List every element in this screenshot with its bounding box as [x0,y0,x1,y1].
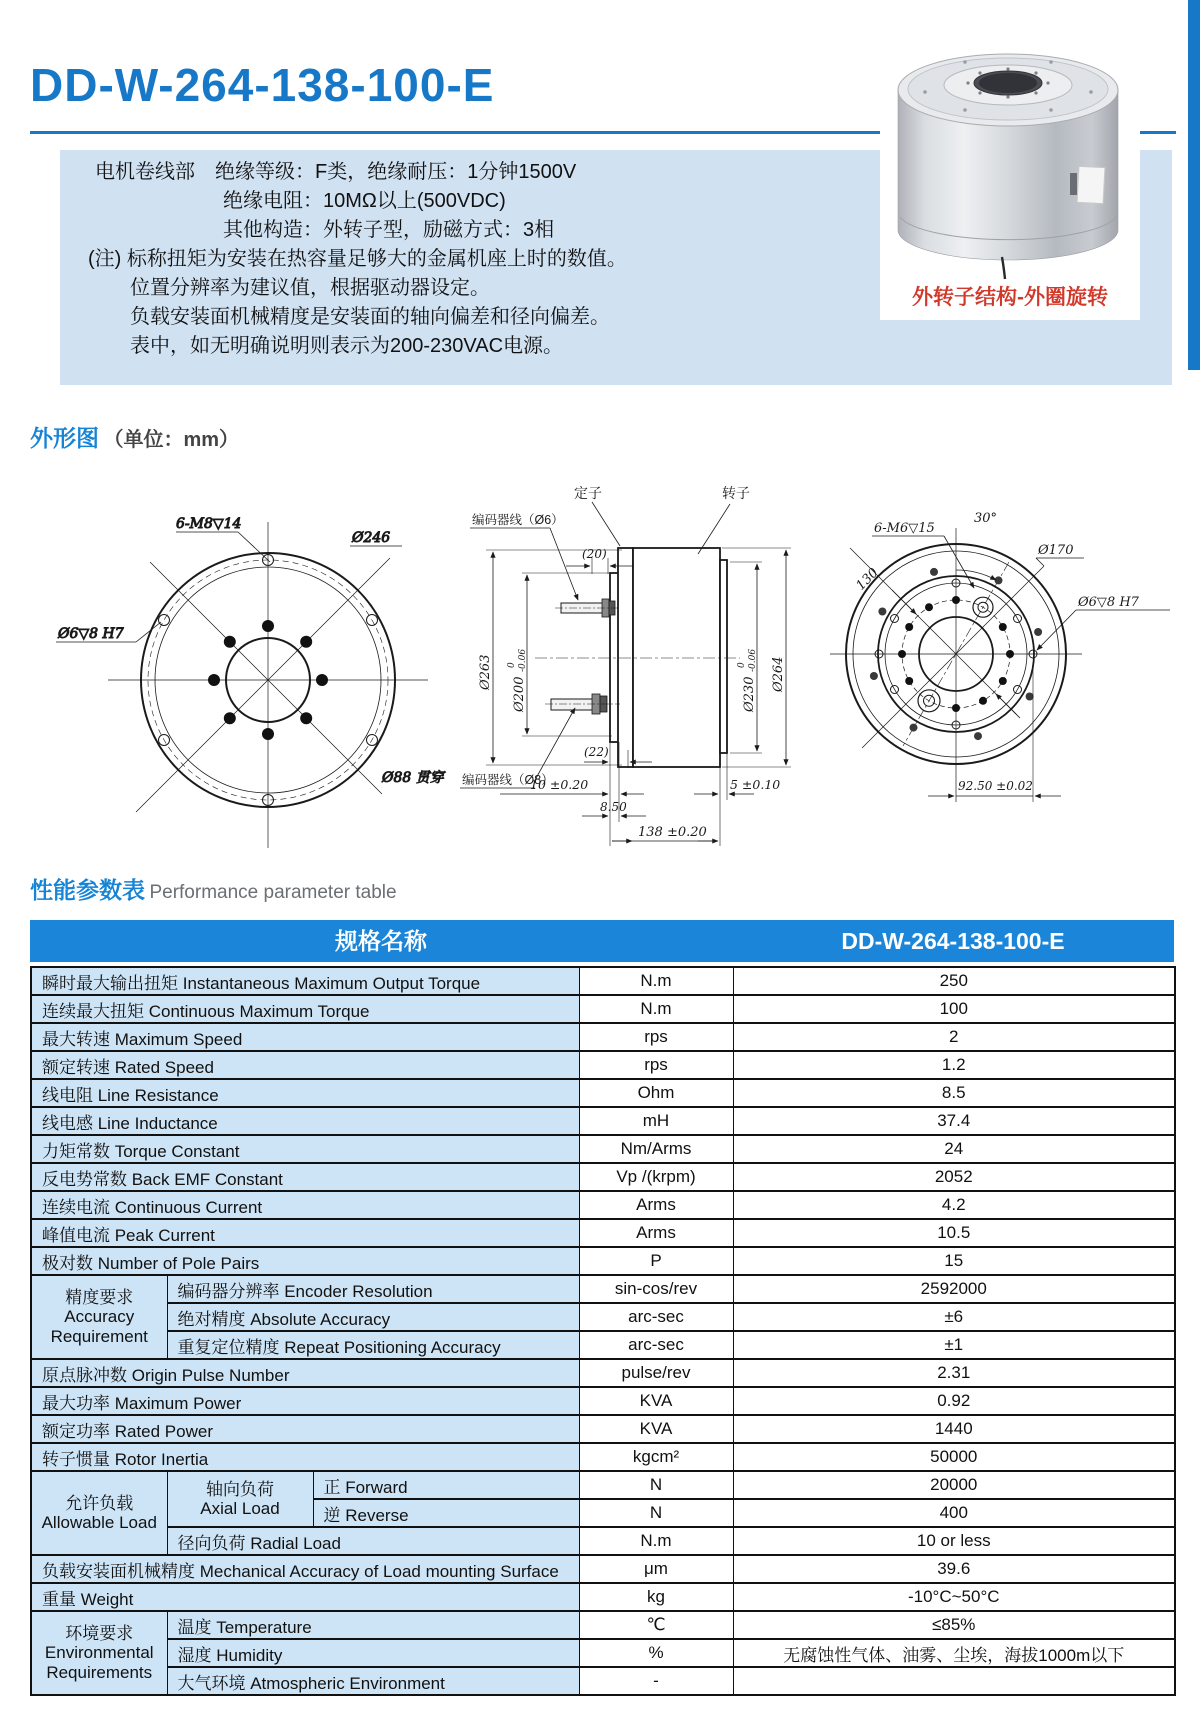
param-unit: KVA [579,1415,733,1443]
param-name: 最大功率 Maximum Power [31,1387,579,1415]
param-name: 温度 Temperature [167,1611,579,1639]
note-line: 位置分辨率为建议值，根据驱动器设定。 [130,277,490,299]
param-unit: Vp /(krpm) [579,1163,733,1191]
param-value: 50000 [733,1443,1175,1471]
performance-table [30,966,1176,1696]
param-value: 400 [733,1499,1175,1527]
param-name: 线电阻 Line Resistance [31,1079,579,1107]
param-value: 24 [733,1135,1175,1163]
table-header-model: DD-W-264-138-100-E [841,928,1065,954]
table-row [31,1387,1175,1415]
group-label-en: Accuracy [64,1307,135,1327]
param-name: 极对数 Number of Pole Pairs [31,1247,579,1275]
param-value: 2 [733,1023,1175,1051]
table-row [31,967,1175,995]
table-row [31,1471,1175,1499]
param-name: 连续最大扭矩 Continuous Maximum Torque [31,995,579,1023]
param-name: 力矩常数 Torque Constant [31,1135,579,1163]
outline-drawings [30,450,1180,870]
param-name: 峰值电流 Peak Current [31,1219,579,1247]
group-accuracy [31,1275,167,1359]
table-row [31,1527,1175,1555]
table-row [31,1051,1175,1079]
param-unit: KVA [579,1387,733,1415]
group-label-zh: 轴向负荷 [206,1479,274,1499]
param-value: ≤85% [733,1611,1175,1639]
table-row [31,1303,1175,1331]
param-value: 37.4 [733,1107,1175,1135]
group-axial-load [167,1471,313,1527]
param-unit: arc-sec [579,1303,733,1331]
rear-view [830,511,1170,802]
table-row [31,1555,1175,1583]
photo-caption: 外转子结构-外圈旋转 [912,286,1108,309]
param-value: 2.31 [733,1359,1175,1387]
table-title-en: Performance parameter table [149,882,397,903]
table-title-zh: 性能参数表 [30,877,145,903]
front-pin-label: Ø6▽8 H7 [58,626,124,642]
note-line: 电机卷线部 绝缘等级：F类，绝缘耐压：1分钟1500V [95,161,577,183]
param-unit: kgcm² [579,1443,733,1471]
table-row [31,1275,1175,1303]
front-bolt-label: 6-M8▽14 [176,516,242,532]
side-enc-top-label: 编码器线（Ø6） [472,513,564,527]
param-unit: Ohm [579,1079,733,1107]
rear-dim130-label: 130 [853,565,882,594]
param-name: 原点脉冲数 Origin Pulse Number [31,1359,579,1387]
note-line: 表中，如无明确说明则表示为200-230VAC电源。 [130,335,564,357]
side-dim20-label: (20) [582,547,607,561]
param-value: 20000 [733,1471,1175,1499]
side-d200-label: Ø200 [512,676,527,712]
param-unit: mH [579,1107,733,1135]
param-name: 重量 Weight [31,1583,579,1611]
group-label-zh: 精度要求 [65,1288,134,1308]
param-unit: N.m [579,967,733,995]
note-line: 其他构造：外转子型，励磁方式：3相 [223,219,555,241]
param-value: 8.5 [733,1079,1175,1107]
param-unit: μm [579,1555,733,1583]
group-label-en: Allowable Load [41,1513,157,1532]
table-row [31,1667,1175,1695]
side-d200-tol-top: 0 [507,662,517,668]
side-dim10-label: 10 ±0.20 [530,777,589,792]
param-value: 0.92 [733,1387,1175,1415]
rear-dim925-label: 92.50 ±0.02 [958,779,1033,793]
param-name: 重复定位精度 Repeat Positioning Accuracy [167,1331,579,1359]
side-view [460,485,791,846]
param-value: ±1 [733,1331,1175,1359]
param-value: 2592000 [733,1275,1175,1303]
group-label-en: Requirement [50,1326,148,1346]
param-unit: Nm/Arms [579,1135,733,1163]
param-name: 正 Forward [313,1471,579,1499]
side-dim5-label: 5 ±0.10 [730,777,781,792]
table-header-left: 规格名称 [335,928,427,954]
rear-angle-label: 30° [974,511,998,526]
rear-bolt-label: 6-M6▽15 [874,521,935,536]
param-name: 反电势常数 Back EMF Constant [31,1163,579,1191]
table-row [31,1191,1175,1219]
side-dim850-label: 8.50 [600,800,627,814]
page-edge-strip [1188,0,1200,370]
param-unit: N.m [579,995,733,1023]
param-unit: - [579,1667,733,1695]
param-name: 连续电流 Continuous Current [31,1191,579,1219]
table-row [31,1639,1175,1667]
table-row [31,1583,1175,1611]
param-unit: ℃ [579,1611,733,1639]
param-unit: pulse/rev [579,1359,733,1387]
side-dim22-label: (22) [584,745,609,759]
table-section-heading [30,872,397,905]
note-line: (注) 标称扭矩为安装在热容量足够大的金属机座上时的数值。 [88,248,627,270]
param-value: 1.2 [733,1051,1175,1079]
param-name: 大气环境 Atmospheric Environment [167,1667,579,1695]
side-d200-tol-bot: -0.06 [518,648,528,672]
param-name: 额定转速 Rated Speed [31,1051,579,1079]
group-label-en: Environmental [44,1643,154,1663]
param-value: 15 [733,1247,1175,1275]
table-row [31,1443,1175,1471]
param-unit: Arms [579,1219,733,1247]
group-label-en: Requirements [46,1662,153,1682]
param-value: 2052 [733,1163,1175,1191]
motor-image [880,5,1140,320]
param-value: 10.5 [733,1219,1175,1247]
outline-title: 外形图 [30,425,99,451]
param-value: 100 [733,995,1175,1023]
side-d230-tol-top: 0 [737,662,747,668]
front-center-dia-label: Ø88 贯穿 [382,770,444,786]
table-row [31,1611,1175,1639]
param-unit: arc-sec [579,1331,733,1359]
param-value: 39.6 [733,1555,1175,1583]
param-name: 线电感 Line Inductance [31,1107,579,1135]
group-environment [31,1611,167,1695]
table-row [31,1107,1175,1135]
param-name: 绝对精度 Absolute Accuracy [167,1303,579,1331]
note-line: 负载安装面机械精度是安装面的轴向偏差和径向偏差。 [130,306,610,328]
param-unit: N [579,1471,733,1499]
table-row [31,1135,1175,1163]
side-d263-label: Ø263 [478,654,493,690]
table-row [31,1079,1175,1107]
param-name: 径向负荷 Radial Load [167,1527,579,1555]
param-unit: N.m [579,1527,733,1555]
param-unit: % [579,1639,733,1667]
param-unit: N [579,1499,733,1527]
group-label-zh: 环境要求 [65,1624,134,1644]
param-name: 湿度 Humidity [167,1639,579,1667]
page-title: DD-W-264-138-100-E [30,59,495,111]
outline-section-heading [30,420,239,453]
side-enc-bottom-label: 编码器线（Ø8） [462,773,554,787]
front-outer-dia-label: Ø246 [352,530,391,546]
table-row [31,995,1175,1023]
param-name: 编码器分辨率 Encoder Resolution [167,1275,579,1303]
param-value: 10 or less [733,1527,1175,1555]
param-value: 4.2 [733,1191,1175,1219]
group-label-en: Axial Load [200,1499,280,1518]
param-name: 瞬时最大输出扭矩 Instantaneous Maximum Output Torque [31,967,579,995]
side-rotor-label: 转子 [722,485,750,501]
param-value: 1440 [733,1415,1175,1443]
param-unit: P [579,1247,733,1275]
rear-d170-label: Ø170 [1038,543,1074,558]
param-name: 额定功率 Rated Power [31,1415,579,1443]
param-value: ±6 [733,1303,1175,1331]
rear-pin-label: Ø6▽8 H7 [1078,595,1139,610]
group-label-zh: 允许负载 [65,1493,134,1513]
side-d264-label: Ø264 [771,656,786,692]
param-unit: rps [579,1023,733,1051]
param-name: 逆 Reverse [313,1499,579,1527]
table-row [31,1415,1175,1443]
side-d230-tol-bot: -0.06 [748,648,758,672]
param-name: 负载安装面机械精度 Mechanical Accuracy of Load mounting Surface [31,1555,579,1583]
param-unit: kg [579,1583,733,1611]
front-view [56,516,446,848]
param-value: 无腐蚀性气体、油雾、尘埃，海拔1000m以下 [733,1639,1175,1667]
param-unit: rps [579,1051,733,1079]
table-row [31,1247,1175,1275]
param-value: 250 [733,967,1175,995]
table-row [31,1219,1175,1247]
side-dim138-label: 138 ±0.20 [638,825,707,840]
param-value [733,1667,1175,1695]
table-row [31,1359,1175,1387]
table-row [31,1331,1175,1359]
table-header-bar [30,920,1174,962]
outline-unit: （单位：mm） [103,429,240,451]
param-name: 转子惯量 Rotor Inertia [31,1443,579,1471]
param-value: -10°C~50°C [733,1583,1175,1611]
note-line: 绝缘电阻：10MΩ以上(500VDC) [223,190,506,212]
side-d230-label: Ø230 [742,676,757,712]
group-allowable-load [31,1471,167,1555]
side-stator-label: 定子 [574,485,602,501]
table-row [31,1163,1175,1191]
product-photo [880,5,1140,320]
param-unit: sin-cos/rev [579,1275,733,1303]
param-unit: Arms [579,1191,733,1219]
param-name: 最大转速 Maximum Speed [31,1023,579,1051]
table-row [31,1023,1175,1051]
